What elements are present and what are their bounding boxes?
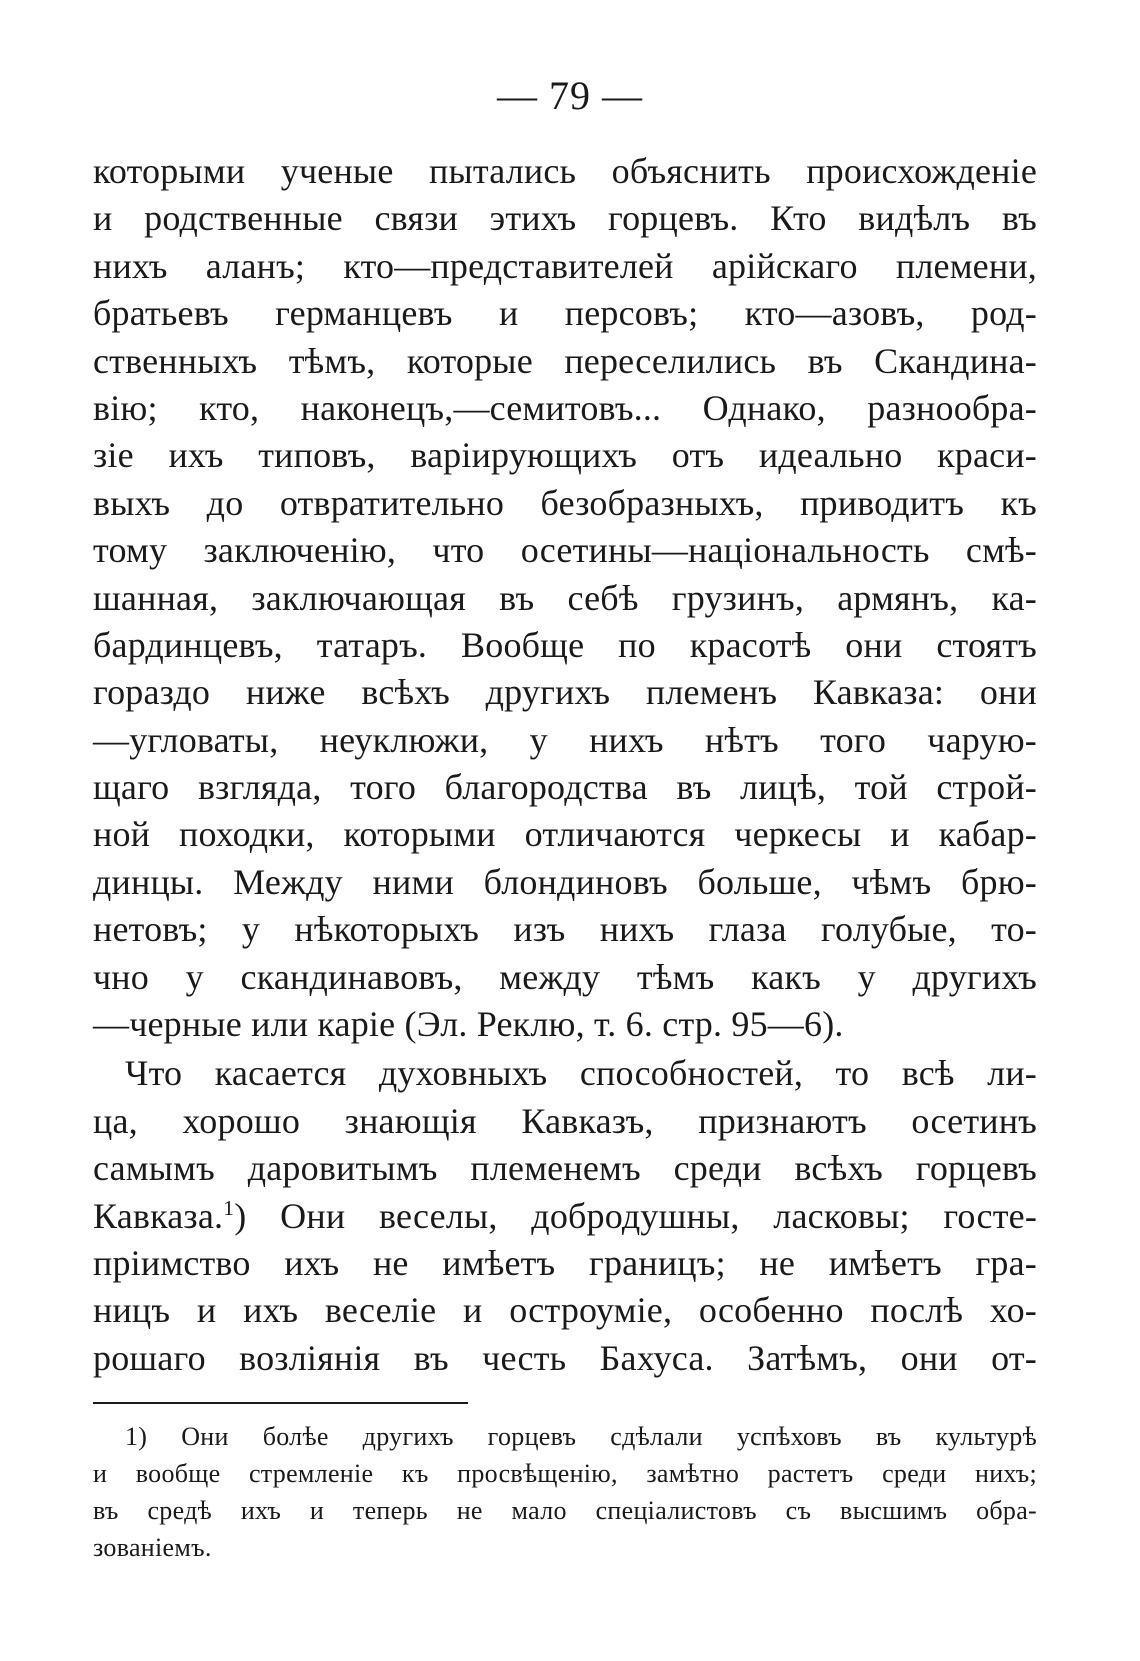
text-line: —угловаты, неуклюжи, у нихъ нѣтъ того чарую-: [93, 719, 1037, 760]
text-line: гораздо ниже всѣхъ другихъ племенъ Кавказа: они: [93, 672, 1037, 713]
text-line: Что касается духовныхъ способностей, то всѣ ли-: [125, 1053, 1037, 1094]
text-line: тому заключенію, что осетины—національность смѣ-: [93, 530, 1037, 571]
footnote-line: и вообще стремленіе къ просвѣщенію, замѣтно растетъ среди нихъ;: [93, 1459, 1037, 1488]
text-fragment: Они веселы, добродушны, ласковы; госте-: [280, 1195, 1038, 1236]
text-line: нетовъ; у нѣкоторыхъ изъ нихъ глаза голубые, то-: [93, 909, 1037, 950]
text-line: ницъ и ихъ веселіе и остроуміе, особенно послѣ хо-: [93, 1290, 1037, 1331]
text-line: братьевъ германцевъ и персовъ; кто—азовъ, род-: [93, 293, 1037, 334]
text-line: чно у скандинавовъ, между тѣмъ какъ у другихъ: [93, 956, 1037, 997]
footnote-block: [93, 1418, 1037, 1566]
text-line: щаго взгляда, того благородства въ лицѣ, той строй-: [93, 767, 1037, 808]
text-fragment: Кавказа.: [93, 1195, 224, 1236]
footnote-reference[interactable]: 1: [223, 1195, 235, 1220]
footnote-line: [93, 1418, 1037, 1455]
text-line: ной походки, которыми отличаются черкесы и кабар-: [93, 814, 1037, 855]
text-line: пріимство ихъ не имѣетъ границъ; не имѣетъ гра-: [93, 1242, 1037, 1283]
text-line: выхъ до отвратительно безобразныхъ, приводитъ къ: [93, 482, 1037, 523]
page-number: — 79 —: [497, 73, 643, 118]
text-line: рошаго возліянія въ честь Бахуса. Затѣмъ, они от-: [93, 1337, 1037, 1378]
text-line: и родственные связи этихъ горцевъ. Кто видѣлъ въ: [93, 198, 1037, 239]
paragraph-2: [93, 1050, 1037, 1382]
text-line: динцы. Между ними блондиновъ больше, чѣмъ брю-: [93, 861, 1037, 902]
text-line: зіе ихъ типовъ, варіирующихъ отъ идеально краси-: [93, 435, 1037, 476]
text-line: —черные или каріе (Эл. Реклю, т. 6. стр. 95—6).: [93, 1004, 844, 1045]
footnote-marker: 1): [125, 1422, 148, 1451]
footnote-text: Они болѣе другихъ горцевъ сдѣлали успѣховъ въ культурѣ: [181, 1422, 1037, 1451]
footnote-line: зованіемъ.: [93, 1533, 212, 1562]
text-line: вію; кто, наконецъ,—семитовъ... Однако, разнообра-: [93, 387, 1037, 428]
text-line: бардинцевъ, татаръ. Вообще по красотѣ они стоятъ: [93, 624, 1037, 665]
footnote-divider: [93, 1402, 468, 1404]
paragraph-1: [93, 148, 1037, 1048]
text-line-with-footnote: Кавказа.$^1$) Они веселы, добродушны, ласковы; госте-: [93, 1195, 1038, 1236]
text-line: самымъ даровитымъ племенемъ среди всѣхъ горцевъ: [93, 1148, 1037, 1189]
text-line: шанная, заключающая въ себѣ грузинъ, армянъ, ка-: [93, 577, 1037, 618]
text-line: ца, хорошо знающія Кавказъ, признаютъ осетинъ: [93, 1100, 1037, 1141]
text-line: которыми ученые пытались объяснить происхожденіе: [93, 151, 1037, 191]
main-text: [93, 148, 1037, 1382]
footnote-line: въ средѣ ихъ и теперь не мало спеціалистовъ съ высшимъ обра-: [93, 1496, 1037, 1525]
text-line: ственныхъ тѣмъ, которые переселились въ Скандина-: [93, 340, 1037, 381]
text-line: нихъ аланъ; кто—представителей арійскаго племени,: [93, 245, 1037, 286]
